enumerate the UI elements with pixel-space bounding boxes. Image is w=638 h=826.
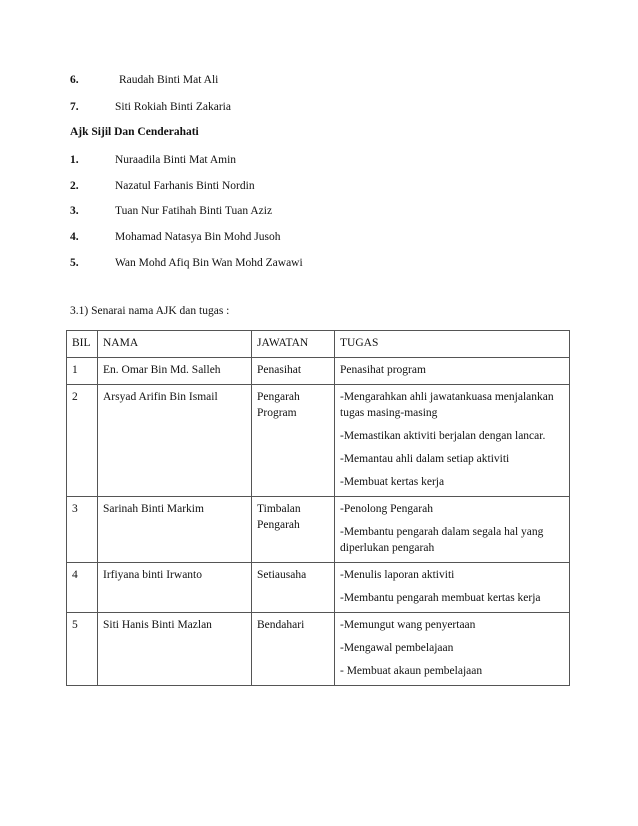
list-name: Nuraadila Binti Mat Amin <box>115 154 237 166</box>
cell-nama: En. Omar Bin Md. Salleh <box>98 358 252 385</box>
task-item: - Membuat akaun pembelajaan <box>340 665 483 677</box>
cell-jawatan: Setiausaha <box>252 563 335 613</box>
section-heading: Ajk Sijil Dan Cenderahati <box>70 126 199 138</box>
list-number: 2. <box>70 180 79 192</box>
list-name: Tuan Nur Fatihah Binti Tuan Aziz <box>115 205 273 217</box>
cell-tugas <box>335 497 570 563</box>
cell-bil: 5 <box>67 613 98 686</box>
list-name: Wan Mohd Afiq Bin Wan Mohd Zawawi <box>115 257 303 269</box>
table-caption: 3.1) Senarai nama AJK dan tugas : <box>70 305 230 317</box>
task-item: -Penolong Pengarah <box>340 503 433 515</box>
list-name: Mohamad Natasya Bin Mohd Jusoh <box>115 231 281 243</box>
ajk-table <box>66 330 570 686</box>
cell-nama: Sarinah Binti Markim <box>98 497 252 563</box>
task-item: -Memastikan aktiviti berjalan dengan lancar. <box>340 430 546 442</box>
cell-tugas <box>335 613 570 686</box>
cell-nama: Irfiyana binti Irwanto <box>98 563 252 613</box>
cell-bil: 4 <box>67 563 98 613</box>
cell-jawatan: Penasihat <box>252 358 335 385</box>
table-row <box>67 385 570 497</box>
table-row <box>67 497 570 563</box>
header-nama: NAMA <box>98 331 252 358</box>
list-number: 6. <box>70 74 79 86</box>
task-item: -Mengarahkan ahli jawatankuasa menjalankan tugas masing-masing <box>340 391 554 419</box>
list-number: 3. <box>70 205 79 217</box>
task-item: -Mengawal pembelajaan <box>340 642 454 654</box>
header-tugas: TUGAS <box>335 331 570 358</box>
cell-bil: 2 <box>67 385 98 497</box>
task-item: -Memungut wang penyertaan <box>340 619 476 631</box>
header-jawatan: JAWATAN <box>252 331 335 358</box>
task-item: -Membuat kertas kerja <box>340 476 445 488</box>
list-number: 4. <box>70 231 79 243</box>
cell-bil: 3 <box>67 497 98 563</box>
table-row <box>67 563 570 613</box>
table-row <box>67 613 570 686</box>
table-row <box>67 358 570 385</box>
table-header-row <box>67 331 570 358</box>
task-item: -Membantu pengarah dalam segala hal yang diperlukan pengarah <box>340 526 544 554</box>
cell-nama: Arsyad Arifin Bin Ismail <box>98 385 252 497</box>
list-name: Raudah Binti Mat Ali <box>119 74 219 86</box>
cell-tugas <box>335 385 570 497</box>
cell-jawatan: Bendahari <box>252 613 335 686</box>
list-number: 7. <box>70 101 79 113</box>
task-item: -Membantu pengarah membuat kertas kerja <box>340 592 541 604</box>
list-number: 1. <box>70 154 79 166</box>
cell-nama: Siti Hanis Binti Mazlan <box>98 613 252 686</box>
header-bil: BIL <box>67 331 98 358</box>
cell-jawatan: Timbalan Pengarah <box>252 497 335 563</box>
list-number: 5. <box>70 257 79 269</box>
task-item: -Menulis laporan aktiviti <box>340 569 455 581</box>
list-name: Nazatul Farhanis Binti Nordin <box>115 180 255 192</box>
task-item: -Memantau ahli dalam setiap aktiviti <box>340 453 510 465</box>
task-item: Penasihat program <box>340 364 426 376</box>
cell-tugas <box>335 563 570 613</box>
list-name: Siti Rokiah Binti Zakaria <box>115 101 231 113</box>
cell-tugas <box>335 358 570 385</box>
cell-bil: 1 <box>67 358 98 385</box>
cell-jawatan: Pengarah Program <box>252 385 335 497</box>
